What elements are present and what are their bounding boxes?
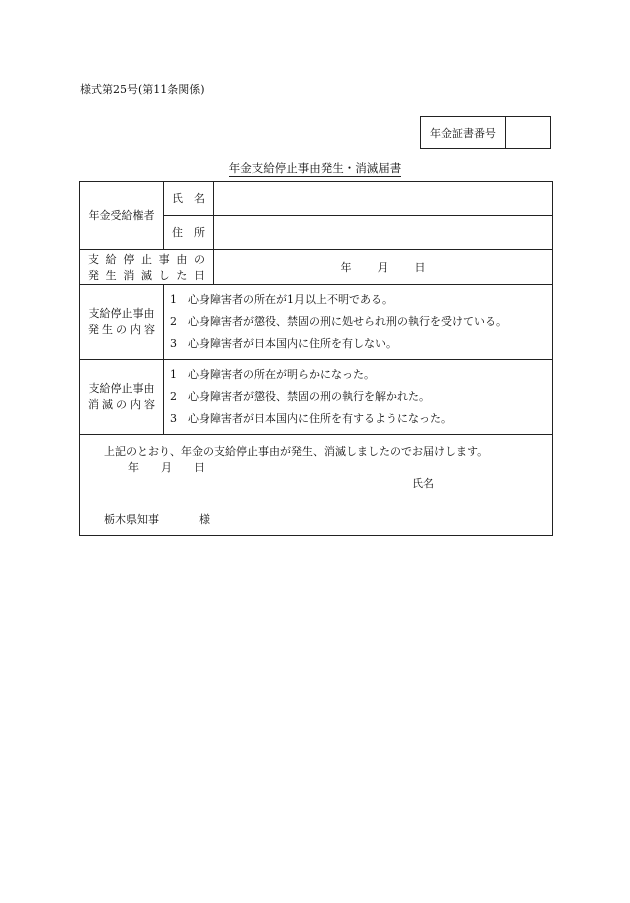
extinction-item-3[interactable] [170, 408, 552, 430]
honorific: 様 [199, 513, 210, 526]
address-label: 住 所 [172, 225, 205, 239]
addressee-line [104, 511, 210, 527]
occurrence-item-2-text: 心身障害者が懲役、禁固の刑に処せられ刑の執行を受けている。 [188, 315, 507, 328]
declaration-date[interactable] [128, 459, 205, 475]
signature-label: 氏名 [412, 477, 434, 490]
occurrence-date-label-cell [80, 250, 214, 285]
occurrence-content-label-cell [80, 285, 164, 360]
certificate-number-box [420, 116, 551, 149]
occurrence-item-1-number: 1 [170, 293, 177, 306]
occurrence-date-field[interactable] [214, 250, 553, 285]
name-field[interactable] [214, 182, 553, 216]
occurrence-item-2[interactable] [170, 311, 552, 333]
occurrence-item-3-text: 心身障害者が日本国内に住所を有しない。 [188, 337, 397, 350]
occurrence-item-1-text: 心身障害者の所在が1月以上不明である。 [188, 293, 393, 306]
address-label-cell [164, 216, 214, 250]
extinction-item-1-text: 心身障害者の所在が明らかになった。 [188, 368, 375, 381]
extinction-item-2-text: 心身障害者が懲役、禁固の刑の執行を解かれた。 [188, 390, 430, 403]
extinction-content-label-line2: 消滅の内容 [88, 398, 155, 411]
extinction-item-1[interactable] [170, 364, 552, 386]
declaration-month-label: 月 [161, 461, 172, 474]
form-number: 様式第25号(第11条関係) [80, 83, 205, 96]
occurrence-item-1[interactable] [170, 289, 552, 311]
occurrence-date-label-line2: 発生消滅した日 [88, 269, 205, 282]
certificate-number-field[interactable] [506, 117, 550, 148]
recipient-label: 年金受給権者 [88, 208, 155, 222]
addressee: 栃木県知事 [104, 513, 159, 526]
document-title: 年金支給停止事由発生・消滅届書 [228, 161, 402, 175]
occurrence-year-label: 年 [340, 261, 352, 274]
extinction-content-label-cell [80, 360, 164, 435]
declaration-year-label: 年 [128, 461, 139, 474]
extinction-item-3-text: 心身障害者が日本国内に住所を有するようになった。 [188, 412, 452, 425]
declaration-day-label: 日 [194, 461, 205, 474]
occurrence-content-label-line2: 発生の内容 [88, 323, 155, 336]
document-title-wrap [0, 160, 630, 176]
occurrence-item-3-number: 3 [170, 337, 177, 350]
form-table [79, 181, 553, 536]
certificate-number-label: 年金証書番号 [421, 117, 506, 148]
occurrence-item-2-number: 2 [170, 315, 177, 328]
extinction-content-list [164, 360, 553, 435]
extinction-item-2[interactable] [170, 386, 552, 408]
occurrence-item-3[interactable] [170, 333, 552, 355]
recipient-label-cell [80, 182, 164, 250]
occurrence-content-label-line1: 支給停止事由 [88, 307, 155, 320]
name-label-cell [164, 182, 214, 216]
extinction-item-1-number: 1 [170, 368, 177, 381]
occurrence-date-label-line1: 支給停止事由の [88, 253, 205, 266]
occurrence-content-list [164, 285, 553, 360]
declaration-section [80, 435, 553, 536]
extinction-content-label-line1: 支給停止事由 [88, 382, 155, 395]
extinction-item-3-number: 3 [170, 412, 177, 425]
extinction-item-2-number: 2 [170, 390, 177, 403]
occurrence-day-label: 日 [414, 261, 426, 274]
declaration-statement: 上記のとおり、年金の支給停止事由が発生、消滅しましたのでお届けします。 [104, 445, 489, 458]
occurrence-month-label: 月 [377, 261, 389, 274]
address-field[interactable] [214, 216, 553, 250]
name-label: 氏 名 [172, 191, 205, 205]
